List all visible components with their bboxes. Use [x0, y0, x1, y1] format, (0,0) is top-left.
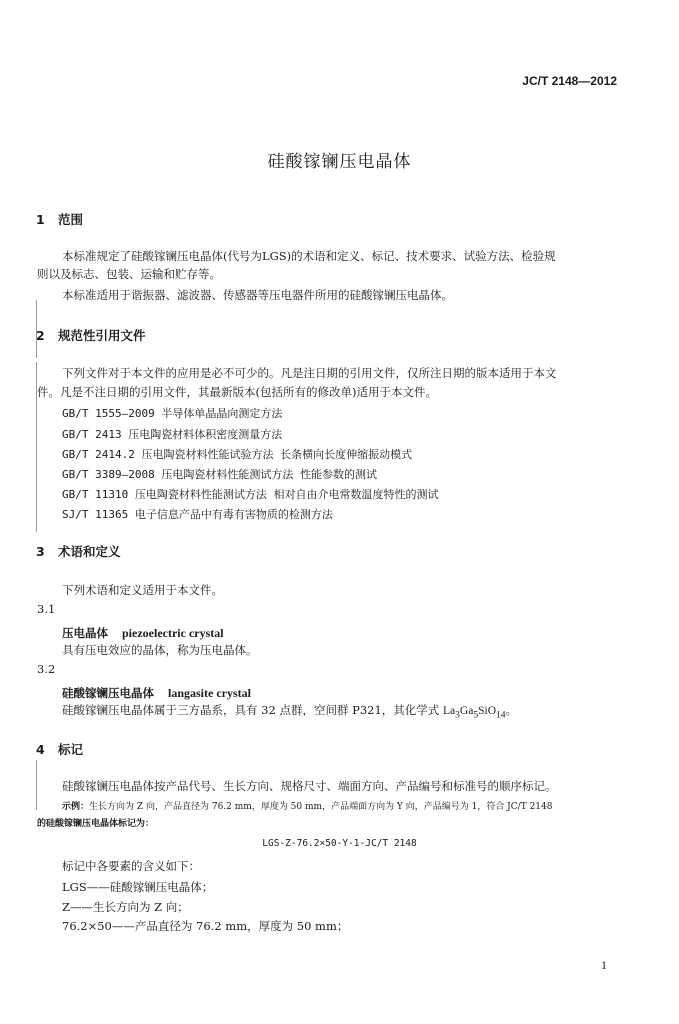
reference-item: GB/T 2413 压电陶瓷材料体积密度测量方法 [62, 428, 283, 441]
section-number: 1 [36, 212, 45, 227]
section-heading-1 [36, 210, 83, 228]
term-en: piezoelectric crystal [122, 626, 224, 640]
term-number: 3.2 [37, 662, 56, 676]
term-heading [62, 682, 251, 701]
reference-item: GB/T 1555—2009 半导体单晶晶向测定方法 [62, 407, 283, 420]
section-heading-2 [36, 326, 146, 344]
section-title: 规范性引用文件 [58, 328, 146, 343]
term-zh: 硅酸镓镧压电晶体 [62, 686, 154, 700]
paragraph: 本标准规定了硅酸镓镧压电晶体(代号为LGS)的术语和定义、标记、技术要求、试验方法、检验规 [62, 249, 556, 263]
term-heading [62, 622, 224, 641]
paragraph: 本标准适用于谐振器、滤波器、传感器等压电器件所用的硅酸镓镧压电晶体。 [62, 288, 453, 302]
document-title: 硅酸镓镧压电晶体 [267, 152, 412, 172]
meaning-item: Z——生长方向为 Z 向； [62, 900, 189, 914]
reference-item: GB/T 2414.2 压电陶瓷材料性能试验方法 长条横向长度伸缩振动模式 [62, 448, 413, 461]
paragraph: 则以及标志、包装、运输和贮存等。 [37, 267, 221, 281]
section-heading-4 [36, 740, 83, 758]
standard-number: JC/T 2148—2012 [522, 74, 617, 88]
paragraph: 下列文件对于本文件的应用是必不可少的。凡是注日期的引用文件，仅所注日期的版本适用于本文 [62, 366, 557, 380]
meaning-item: 76.2×50——产品直径为 76.2 mm，厚度为 50 mm； [62, 919, 349, 933]
meaning-item: LGS——硅酸镓镧压电晶体； [62, 880, 214, 894]
reference-item: GB/T 11310 压电陶瓷材料性能测试方法 相对自由介电常数温度特性的测试 [62, 488, 439, 501]
term-definition: 具有压电效应的晶体，称为压电晶体。 [62, 643, 258, 657]
formula-subscript: 5 [473, 709, 479, 721]
section-number: 3 [36, 544, 45, 559]
term-en: langasite crystal [168, 686, 251, 700]
term-definition [62, 702, 517, 720]
example-line [62, 799, 552, 812]
paragraph: 下列术语和定义适用于本文件。 [62, 583, 223, 597]
chemical-formula [442, 705, 506, 721]
example-line: 的硅酸镓镧压电晶体标记为： [37, 819, 155, 829]
reference-item: GB/T 3389—2008 压电陶瓷材料性能测试方法 性能参数的测试 [62, 468, 377, 481]
paragraph: 硅酸镓镧压电晶体按产品代号、生长方向、规格尺寸、端面方向、产品编号和标准号的顺序标记。 [62, 779, 557, 793]
section-heading-3 [36, 542, 121, 560]
section-number: 4 [36, 742, 45, 757]
formula-element: SiO [478, 705, 497, 717]
term-number: 3.1 [37, 602, 56, 616]
formula-subscript: 3 [455, 709, 460, 721]
example-text: 生长方向为 Z 向，产品直径为 76.2 mm，厚度为 50 mm，产品端面方向为 Y 向，产品编号为 1，符合 JC/T 2148 [89, 802, 553, 812]
paragraph: 件。凡是不注日期的引用文件，其最新版本(包括所有的修改单)适用于本文件。 [37, 385, 437, 399]
example-code: LGS-Z-76.2×50-Y-1-JC/T 2148 [262, 838, 417, 849]
formula-element: La [442, 705, 456, 717]
formula-element: Ga [459, 705, 474, 717]
section-title: 标记 [58, 742, 84, 757]
example-label: 示例： [62, 802, 90, 812]
definition-text: 。 [505, 703, 518, 717]
scan-margin-line [36, 760, 37, 810]
term-zh: 压电晶体 [62, 626, 108, 640]
section-number: 2 [36, 328, 45, 343]
reference-item: SJ/T 11365 电子信息产品中有毒有害物质的检测方法 [62, 508, 333, 521]
formula-subscript: 14 [496, 709, 506, 721]
section-title: 术语和定义 [58, 544, 121, 559]
section-title: 范围 [58, 212, 84, 227]
definition-text: 硅酸镓镧压电晶体属于三方晶系，具有 32 点群，空间群 P321，其化学式 [62, 703, 443, 717]
page-number: 1 [601, 958, 607, 972]
paragraph: 标记中各要素的含义如下： [62, 859, 200, 873]
